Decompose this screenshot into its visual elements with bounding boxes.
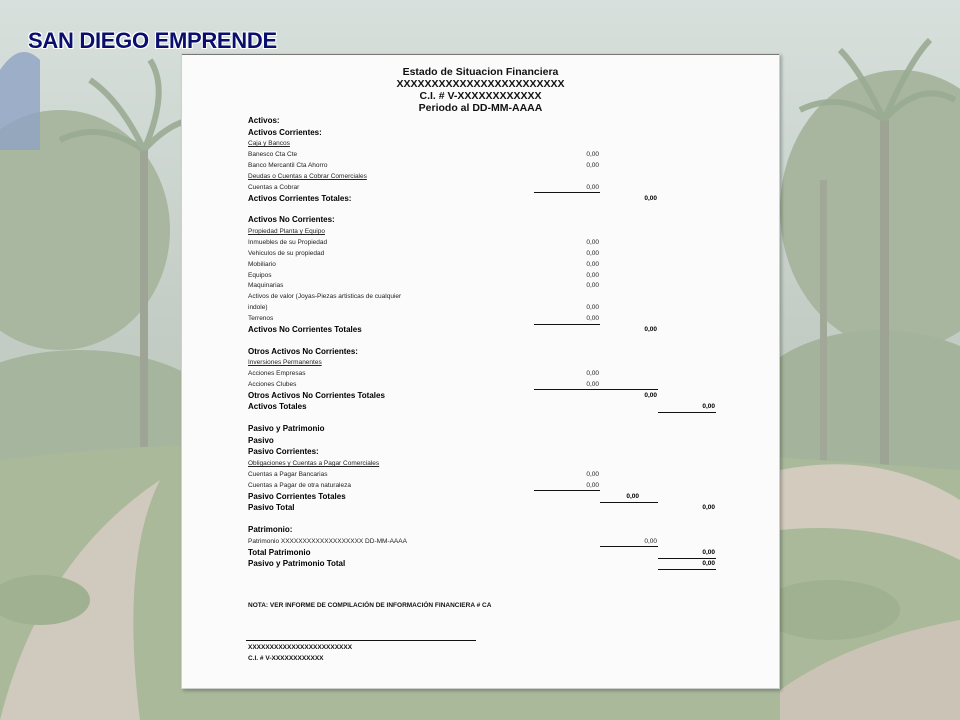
row-label-deudas-o-cuentas-a-cobrar-comerciales: Deudas o Cuentas a Cobrar Comerciales [248,172,367,180]
row-label-cuentas-a-pagar-de-otra-naturaleza: Cuentas a Pagar de otra naturaleza [248,481,351,489]
row-label-pasivo-y-patrimonio: Pasivo y Patrimonio [248,424,325,434]
document-period: Periodo al DD-MM-AAAA [418,102,543,114]
subtotal-rule [534,490,600,491]
row-label-activos-no-corrientes: Activos No Corrientes: [248,215,335,225]
row-value-terrenos: 0,00 [586,315,599,323]
total-rule [600,546,658,547]
row-value-activos-corrientes-totales: 0,00 [644,194,657,202]
row-label-pasivo-total: Pasivo Total [248,503,295,513]
subtotal-rule [534,324,600,325]
row-value-activos-totales: 0,00 [702,403,715,411]
document-ci: C.I. # V-XXXXXXXXXXXX [419,90,542,102]
row-label-inmuebles-de-su-propiedad: Inmuebles de su Propiedad [248,238,328,246]
row-value-banco-mercantil-cta-ahorro: 0,00 [586,162,599,170]
row-label-patrimonio: Patrimonio: [248,525,293,535]
row-value-cuentas-a-pagar-de-otra-naturaleza: 0,00 [586,481,599,489]
row-label-otros-activos-no-corrientes: Otros Activos No Corrientes: [248,346,358,356]
row-value-maquinarias: 0,00 [586,282,599,290]
row-value-indole: 0,00 [586,304,599,312]
row-value-total-patrimonio: 0,00 [702,548,715,556]
signature-name: XXXXXXXXXXXXXXXXXXXXXXXX [248,644,353,651]
row-value-otros-activos-no-corrientes-totales: 0,00 [644,391,657,399]
row-value-pasivo-total: 0,00 [702,504,715,512]
row-label-activos-corrientes: Activos Corrientes: [248,127,322,137]
row-value-pasivo-y-patrimonio-total: 0,00 [702,560,715,568]
row-label-pasivo-corrientes: Pasivo Corrientes: [248,447,319,457]
total-rule [600,502,658,503]
total-rule [658,558,716,559]
row-value-acciones-clubes: 0,00 [586,380,599,388]
row-label-pasivo: Pasivo [248,435,274,445]
row-label-pasivo-y-patrimonio-total: Pasivo y Patrimonio Total [248,559,346,569]
row-value-acciones-empresas: 0,00 [586,370,599,378]
row-label-patrimonio-xxxxxxxxxxxxxxxxxxx-dd-mm-aaaa: Patrimonio XXXXXXXXXXXXXXXXXXX DD-MM-AAAA [248,537,407,545]
row-value-activos-no-corrientes-totales: 0,00 [644,325,657,333]
row-label-equipos: Equipos [248,271,272,279]
row-value-patrimonio-xxxxxxxxxxxxxxxxxxx-dd-mm-aaaa: 0,00 [644,537,657,545]
row-label-inversiones-permanentes: Inversiones Permanentes [248,359,322,367]
row-label-activos-totales: Activos Totales [248,402,307,412]
row-label-activos: Activos: [248,116,280,125]
row-value-pasivo-corrientes-totales: 0,00 [626,492,639,500]
row-label-obligaciones-y-cuentas-a-pagar-comerciales: Obligaciones y Cuentas a Pagar Comerciales [248,460,380,468]
row-label-acciones-empresas: Acciones Empresas [248,370,306,378]
signature-ci: C.I. # V-XXXXXXXXXXXX [248,655,324,662]
financial-statement-document [181,53,780,689]
document-title: Estado de Situacion Financiera [402,66,559,78]
row-label-total-patrimonio: Total Patrimonio [248,547,311,557]
total-rule [600,389,658,390]
row-value-cuentas-a-cobrar: 0,00 [586,183,599,191]
grand-total-rule [658,569,716,570]
row-label-pasivo-corrientes-totales: Pasivo Corrientes Totales [248,491,346,501]
row-label-terrenos: Terrenos [248,315,274,323]
row-label-cuentas-a-cobrar: Cuentas a Cobrar [248,183,300,191]
row-value-cuentas-a-pagar-bancarias: 0,00 [586,470,599,478]
row-value-vehiculos-de-su-propiedad: 0,00 [586,249,599,257]
document-company: XXXXXXXXXXXXXXXXXXXXXXXX [396,78,565,90]
row-label-activos-corrientes-totales: Activos Corrientes Totales: [248,193,352,203]
subtotal-rule [534,192,600,193]
row-label-caja-y-bancos: Caja y Bancos [248,140,290,148]
row-value-equipos: 0,00 [586,271,599,279]
row-value-mobiliario: 0,00 [586,260,599,268]
document-note: NOTA: VER INFORME DE COMPILACIÓN DE INFORMACIÓN FINANCIERA # CA [248,602,492,609]
row-label-banesco-cta-cte: Banesco Cta Cte [248,151,298,159]
signature-line [246,640,476,641]
row-value-inmuebles-de-su-propiedad: 0,00 [586,238,599,246]
row-label-vehiculos-de-su-propiedad: Vehiculos de su propiedad [248,249,325,257]
subtotal-rule [534,389,600,390]
document-top-border [182,54,779,55]
row-label-banco-mercantil-cta-ahorro: Banco Mercantil Cta Ahorro [248,162,328,170]
slide-title: SAN DIEGO EMPRENDE [28,28,277,53]
row-label-maquinarias: Maquinarias [248,282,284,290]
row-label-mobiliario: Mobiliario [248,260,276,268]
row-label-cuentas-a-pagar-bancarias: Cuentas a Pagar Bancarias [248,470,328,478]
row-label-acciones-clubes: Acciones Clubes [248,380,297,388]
row-label-otros-activos-no-corrientes-totales: Otros Activos No Corrientes Totales [248,390,385,400]
row-value-banesco-cta-cte: 0,00 [586,151,599,159]
grand-total-rule [658,412,716,413]
row-label-indole: indole) [248,304,268,312]
row-label-activos-de-valor-joyas-piezas-artisticas-de-cualquier: Activos de valor (Joyas-Piezas artisticas de cualquier [248,293,402,301]
row-label-propiedad-planta-y-equipo: Propiedad Planta y Equipo [248,228,325,235]
row-label-activos-no-corrientes-totales: Activos No Corrientes Totales [248,324,362,334]
